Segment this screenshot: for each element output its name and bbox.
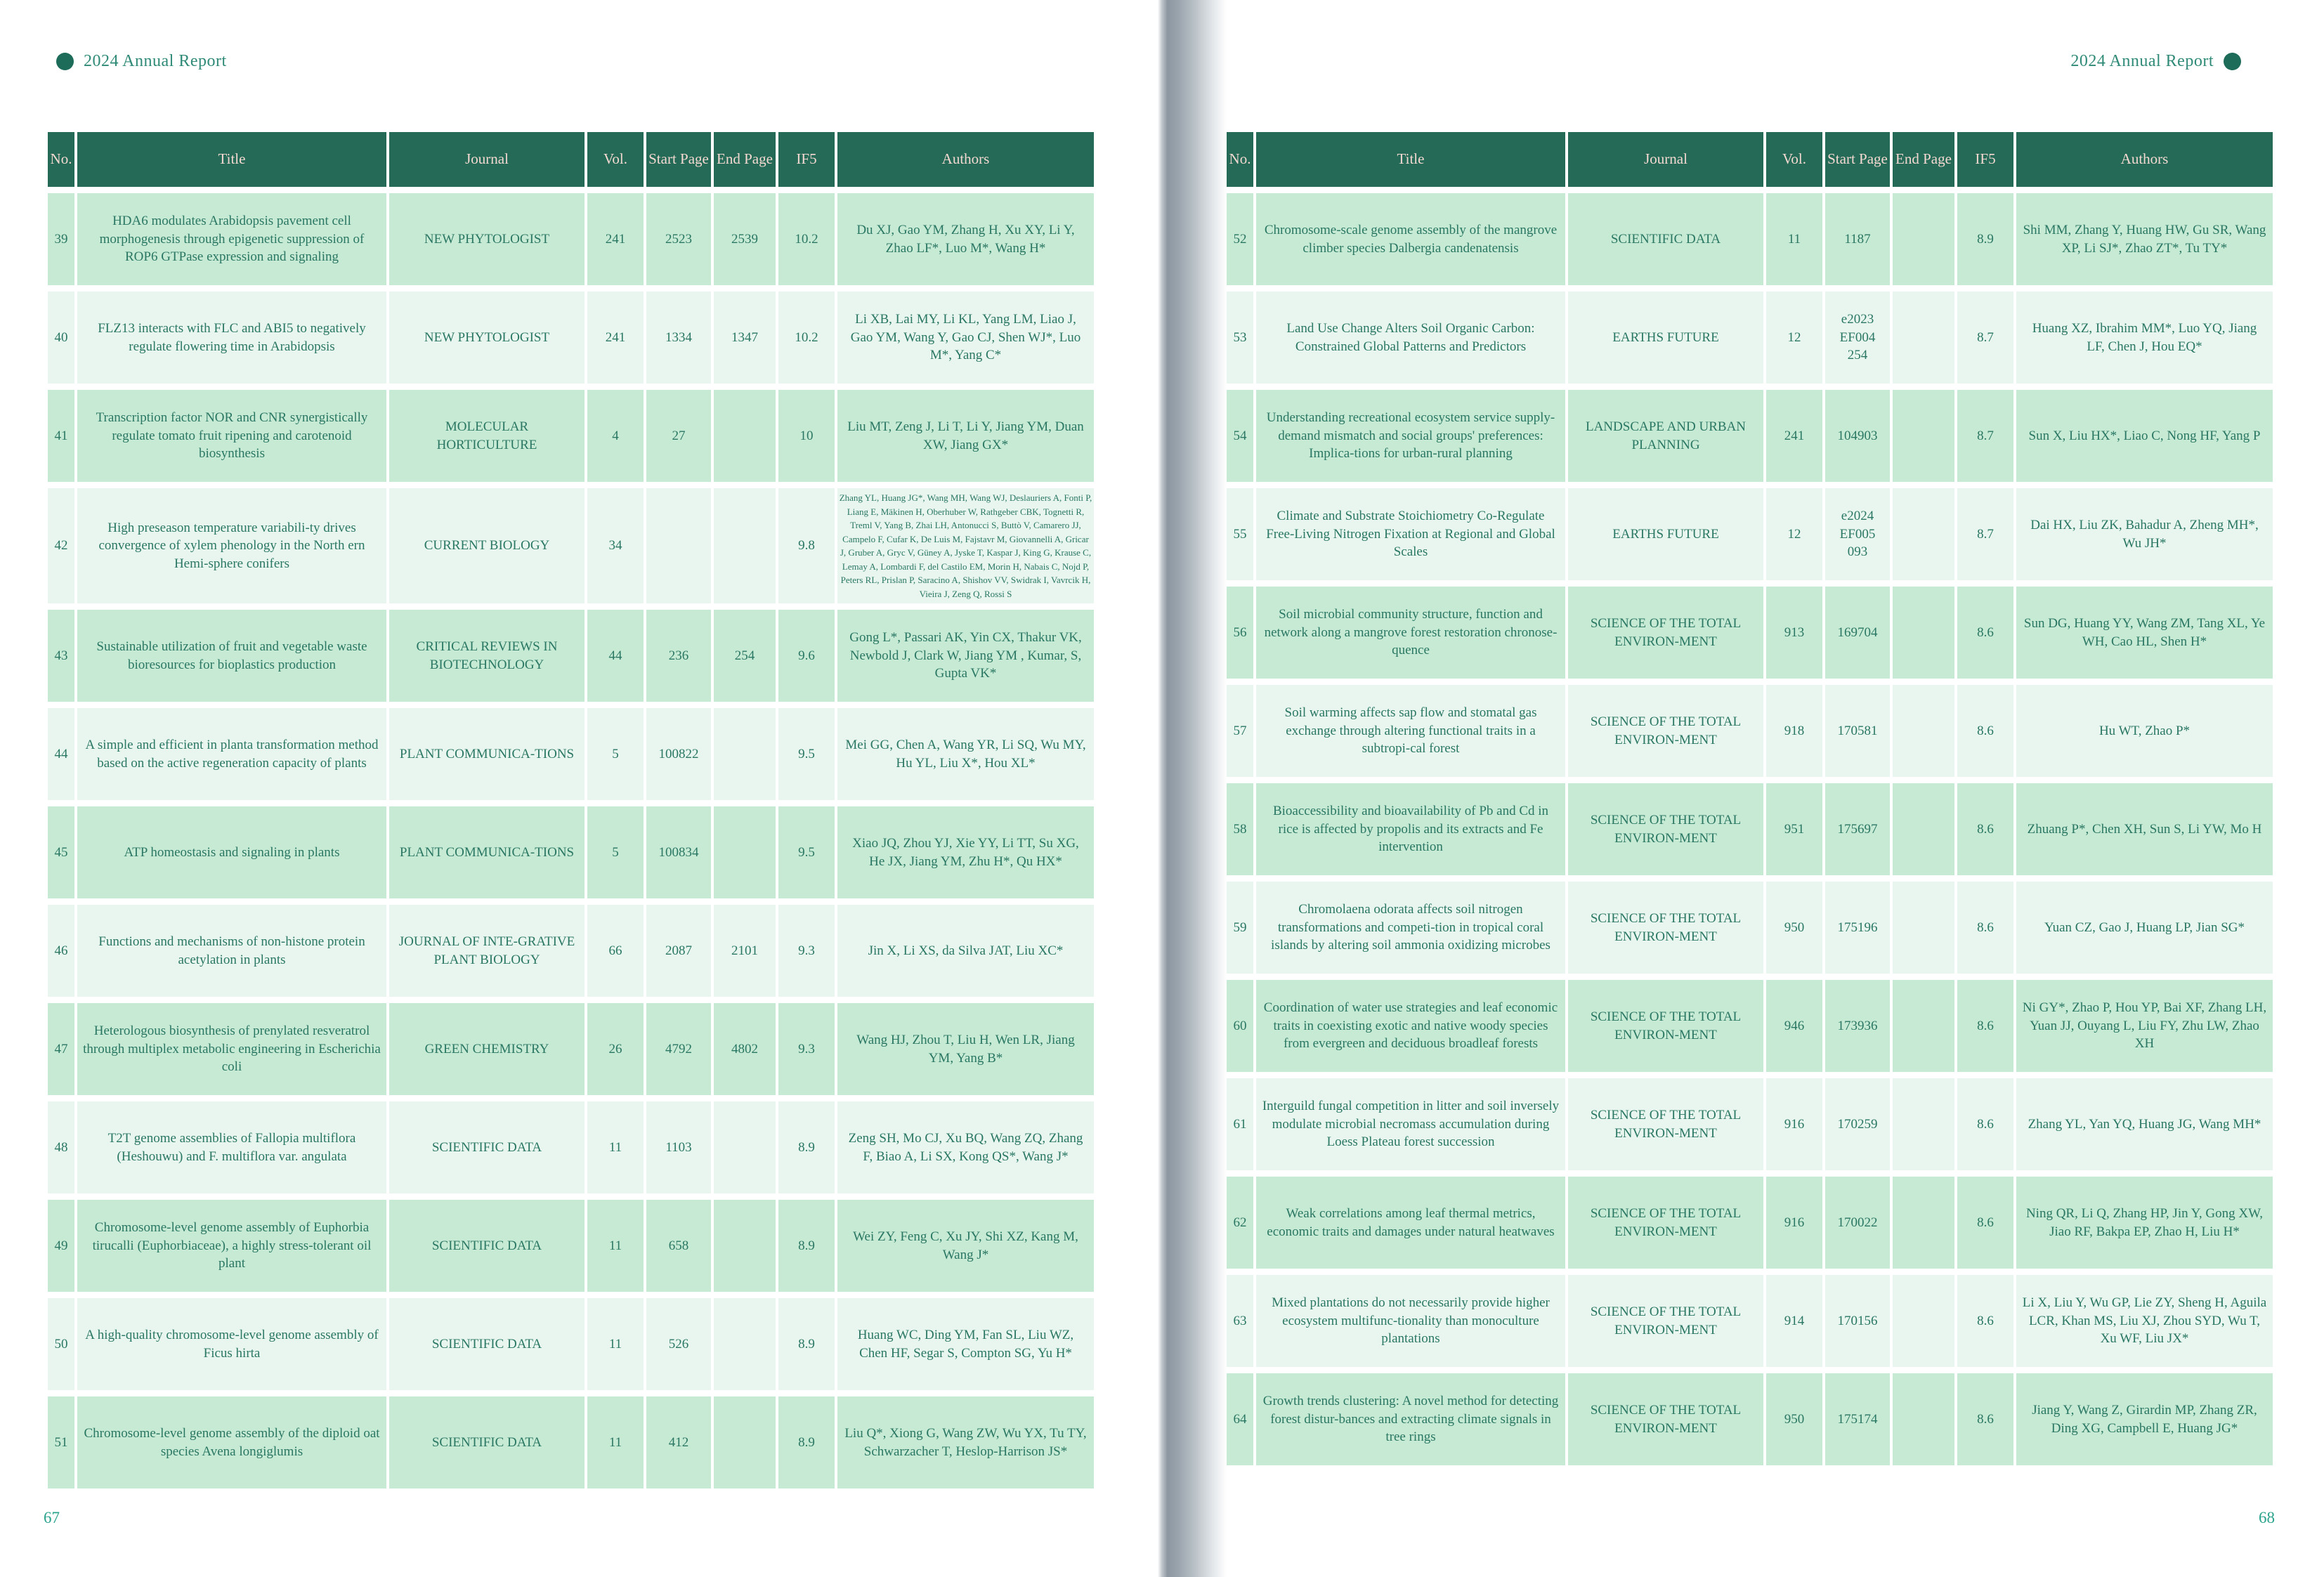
- cell-end-page: [714, 1200, 776, 1292]
- cell-title: Weak correlations among leaf thermal metrics, economic traits and damages under natural heatwaves: [1256, 1177, 1565, 1269]
- cell-journal: SCIENTIFIC DATA: [389, 1101, 585, 1193]
- cell-end-page: [1893, 1177, 1954, 1269]
- cell-if5: 8.7: [1957, 390, 2013, 482]
- cell-authors: Gong L*, Passari AK, Yin CX, Thakur VK, Newbold J, Clark W, Jiang YM , Kumar, S, Gupta VK*: [837, 610, 1094, 702]
- cell-start-page: 170581: [1825, 685, 1890, 777]
- cell-journal: SCIENCE OF THE TOTAL ENVIRON-MENT: [1568, 783, 1763, 875]
- cell-start-page: 104903: [1825, 390, 1890, 482]
- cell-vol: 11: [587, 1298, 644, 1390]
- report-title: 2024 Annual Report: [84, 52, 227, 70]
- cell-vol: 241: [587, 193, 644, 285]
- cell-journal: CURRENT BIOLOGY: [389, 488, 585, 603]
- cell-if5: 8.6: [1957, 783, 2013, 875]
- table-row: [48, 1298, 1094, 1390]
- cell-end-page: 254: [714, 610, 776, 702]
- cell-authors: Shi MM, Zhang Y, Huang HW, Gu SR, Wang XP, Li SJ*, Zhao ZT*, Tu TY*: [2016, 193, 2273, 285]
- cell-vol: 946: [1766, 980, 1822, 1072]
- column-header-vol: Vol.: [1766, 132, 1822, 187]
- cell-authors: Li XB, Lai MY, Li KL, Yang LM, Liao J, Gao YM, Wang Y, Gao CJ, Shen WJ*, Luo M*, Yang C*: [837, 292, 1094, 384]
- cell-vol: 241: [587, 292, 644, 384]
- column-header-no: No.: [48, 132, 74, 187]
- cell-journal: NEW PHYTOLOGIST: [389, 193, 585, 285]
- header-dot-icon: [2224, 53, 2241, 70]
- column-header-authors: Authors: [2016, 132, 2273, 187]
- cell-vol: 12: [1766, 292, 1822, 384]
- cell-start-page: 236: [646, 610, 711, 702]
- table-row: [1227, 882, 2273, 974]
- cell-end-page: 2101: [714, 905, 776, 997]
- table-row: [1227, 980, 2273, 1072]
- table-row: [48, 905, 1094, 997]
- cell-journal: SCIENCE OF THE TOTAL ENVIRON-MENT: [1568, 1275, 1763, 1367]
- cell-journal: CRITICAL REVIEWS IN BIOTECHNOLOGY: [389, 610, 585, 702]
- cell-title: Soil microbial community structure, function and network along a mangrove forest restoration chronose-quence: [1256, 587, 1565, 679]
- cell-journal: SCIENTIFIC DATA: [1568, 193, 1763, 285]
- cell-vol: 4: [587, 390, 644, 482]
- page-spine-shadow: [1158, 0, 1227, 1577]
- cell-start-page: 2087: [646, 905, 711, 997]
- cell-title: Functions and mechanisms of non-histone protein acetylation in plants: [77, 905, 386, 997]
- column-header-if5: IF5: [778, 132, 835, 187]
- cell-authors: Sun DG, Huang YY, Wang ZM, Tang XL, Ye WH, Cao HL, Shen H*: [2016, 587, 2273, 679]
- table-row: [1227, 1373, 2273, 1465]
- cell-end-page: 2539: [714, 193, 776, 285]
- cell-start-page: 170259: [1825, 1078, 1890, 1170]
- cell-end-page: [1893, 1373, 1954, 1465]
- cell-no: 48: [48, 1101, 74, 1193]
- cell-no: 61: [1227, 1078, 1253, 1170]
- cell-vol: 11: [587, 1101, 644, 1193]
- cell-if5: 8.7: [1957, 292, 2013, 384]
- left-page-header: [56, 52, 227, 71]
- table-row: [48, 488, 1094, 603]
- cell-authors: Xiao JQ, Zhou YJ, Xie YY, Li TT, Su XG, He JX, Jiang YM, Zhu H*, Qu HX*: [837, 806, 1094, 898]
- cell-authors: Sun X, Liu HX*, Liao C, Nong HF, Yang P: [2016, 390, 2273, 482]
- cell-vol: 11: [587, 1396, 644, 1488]
- cell-vol: 5: [587, 806, 644, 898]
- cell-start-page: 173936: [1825, 980, 1890, 1072]
- cell-no: 43: [48, 610, 74, 702]
- cell-authors: Hu WT, Zhao P*: [2016, 685, 2273, 777]
- column-header-end_page: End Page: [714, 132, 776, 187]
- cell-no: 58: [1227, 783, 1253, 875]
- cell-journal: SCIENCE OF THE TOTAL ENVIRON-MENT: [1568, 1373, 1763, 1465]
- cell-journal: SCIENTIFIC DATA: [389, 1200, 585, 1292]
- cell-no: 53: [1227, 292, 1253, 384]
- table-row: [48, 1101, 1094, 1193]
- column-header-title: Title: [77, 132, 386, 187]
- cell-no: 49: [48, 1200, 74, 1292]
- cell-vol: 918: [1766, 685, 1822, 777]
- cell-vol: 950: [1766, 1373, 1822, 1465]
- table-row: [48, 708, 1094, 800]
- cell-journal: PLANT COMMUNICA-TIONS: [389, 806, 585, 898]
- cell-title: Chromosome-level genome assembly of the diploid oat species Avena longiglumis: [77, 1396, 386, 1488]
- cell-vol: 913: [1766, 587, 1822, 679]
- publications-table: [45, 126, 1097, 1495]
- column-header-journal: Journal: [1568, 132, 1763, 187]
- cell-journal: EARTHS FUTURE: [1568, 292, 1763, 384]
- cell-journal: SCIENCE OF THE TOTAL ENVIRON-MENT: [1568, 587, 1763, 679]
- cell-journal: SCIENCE OF THE TOTAL ENVIRON-MENT: [1568, 980, 1763, 1072]
- table-row: [48, 610, 1094, 702]
- cell-if5: 8.6: [1957, 882, 2013, 974]
- cell-if5: 8.7: [1957, 488, 2013, 580]
- cell-end-page: [1893, 882, 1954, 974]
- cell-start-page: 412: [646, 1396, 711, 1488]
- publications-table: [1224, 126, 2276, 1472]
- right-page-header: [2070, 52, 2241, 71]
- cell-no: 50: [48, 1298, 74, 1390]
- cell-title: Heterologous biosynthesis of prenylated resveratrol through multiplex metabolic engineering in Escherichia coli: [77, 1003, 386, 1095]
- cell-start-page: 658: [646, 1200, 711, 1292]
- table-row: [1227, 587, 2273, 679]
- column-header-end_page: End Page: [1893, 132, 1954, 187]
- cell-title: Understanding recreational ecosystem service supply-demand mismatch and social groups' preferences: Implica-tions for urban-rural planning: [1256, 390, 1565, 482]
- cell-authors: Zhang YL, Huang JG*, Wang MH, Wang WJ, Deslauriers A, Fonti P, Liang E, Mäkinen H, Oberhuber W, Rathgeber CBK, Tognetti R, Treml V, Yang B, Zhai LH, Antonucci S, Buttò V, Camarero JJ, Campelo F, Cufar K, De Luis M, Fajstavr M, Giovannelli A, Gricar J, Gruber A, Gryc V, Güney A, Jyske T, Kaspar J, King G, Krause C, Lemay A, Lombardi F, del Castilo EM, Morin H, Nabais C, Nojd P, Peters RL, Prislan P, Saracino A, Shishov VV, Swidrak I, Vavrcik H, Vieira J, Zeng Q, Rossi S: [837, 488, 1094, 603]
- cell-journal: GREEN CHEMISTRY: [389, 1003, 585, 1095]
- cell-authors: Yuan CZ, Gao J, Huang LP, Jian SG*: [2016, 882, 2273, 974]
- publications-table-right: [1224, 126, 2276, 1472]
- table-row: [1227, 488, 2273, 580]
- cell-start-page: 175196: [1825, 882, 1890, 974]
- cell-end-page: [714, 1298, 776, 1390]
- cell-no: 55: [1227, 488, 1253, 580]
- cell-end-page: [714, 488, 776, 603]
- cell-start-page: e2024 EF005 093: [1825, 488, 1890, 580]
- column-header-start_page: Start Page: [646, 132, 711, 187]
- cell-title: Growth trends clustering: A novel method for detecting forest distur-bances and extracting climate signals in tree rings: [1256, 1373, 1565, 1465]
- cell-end-page: [1893, 587, 1954, 679]
- cell-end-page: [1893, 390, 1954, 482]
- cell-journal: EARTHS FUTURE: [1568, 488, 1763, 580]
- column-header-authors: Authors: [837, 132, 1094, 187]
- cell-title: HDA6 modulates Arabidopsis pavement cell morphogenesis through epigenetic suppression of ROP6 GTPase expression and signaling: [77, 193, 386, 285]
- cell-end-page: [1893, 193, 1954, 285]
- cell-if5: 8.6: [1957, 1078, 2013, 1170]
- cell-no: 40: [48, 292, 74, 384]
- cell-end-page: [714, 806, 776, 898]
- cell-title: ATP homeostasis and signaling in plants: [77, 806, 386, 898]
- cell-no: 54: [1227, 390, 1253, 482]
- header-dot-icon: [56, 53, 74, 70]
- cell-no: 64: [1227, 1373, 1253, 1465]
- cell-if5: 10.2: [778, 292, 835, 384]
- cell-vol: 916: [1766, 1078, 1822, 1170]
- cell-end-page: [1893, 980, 1954, 1072]
- cell-authors: Mei GG, Chen A, Wang YR, Li SQ, Wu MY, Hu YL, Liu X*, Hou XL*: [837, 708, 1094, 800]
- cell-no: 59: [1227, 882, 1253, 974]
- cell-if5: 8.6: [1957, 980, 2013, 1072]
- cell-journal: SCIENCE OF THE TOTAL ENVIRON-MENT: [1568, 1078, 1763, 1170]
- cell-end-page: [1893, 292, 1954, 384]
- cell-journal: SCIENCE OF THE TOTAL ENVIRON-MENT: [1568, 1177, 1763, 1269]
- cell-start-page: 100834: [646, 806, 711, 898]
- table-row: [48, 390, 1094, 482]
- page-number-right: 68: [2259, 1509, 2275, 1526]
- cell-vol: 11: [587, 1200, 644, 1292]
- cell-end-page: [1893, 488, 1954, 580]
- cell-no: 42: [48, 488, 74, 603]
- cell-title: Climate and Substrate Stoichiometry Co-Regulate Free-Living Nitrogen Fixation at Regional and Global Scales: [1256, 488, 1565, 580]
- cell-end-page: [1893, 1275, 1954, 1367]
- cell-title: T2T genome assemblies of Fallopia multiflora (Heshouwu) and F. multiflora var. angulata: [77, 1101, 386, 1193]
- cell-start-page: e2023 EF004 254: [1825, 292, 1890, 384]
- table-row: [48, 806, 1094, 898]
- cell-vol: 66: [587, 905, 644, 997]
- cell-end-page: [714, 390, 776, 482]
- cell-no: 41: [48, 390, 74, 482]
- table-row: [48, 292, 1094, 384]
- cell-vol: 44: [587, 610, 644, 702]
- publications-table-left: [45, 126, 1097, 1495]
- cell-if5: 8.9: [778, 1101, 835, 1193]
- cell-start-page: 170156: [1825, 1275, 1890, 1367]
- cell-if5: 9.3: [778, 1003, 835, 1095]
- cell-journal: LANDSCAPE AND URBAN PLANNING: [1568, 390, 1763, 482]
- table-row: [48, 1003, 1094, 1095]
- cell-start-page: 27: [646, 390, 711, 482]
- cell-authors: Wei ZY, Feng C, Xu JY, Shi XZ, Kang M, Wang J*: [837, 1200, 1094, 1292]
- cell-start-page: 1103: [646, 1101, 711, 1193]
- cell-journal: SCIENTIFIC DATA: [389, 1298, 585, 1390]
- cell-vol: 241: [1766, 390, 1822, 482]
- table-row: [1227, 685, 2273, 777]
- cell-no: 62: [1227, 1177, 1253, 1269]
- cell-no: 51: [48, 1396, 74, 1488]
- cell-no: 56: [1227, 587, 1253, 679]
- cell-start-page: 526: [646, 1298, 711, 1390]
- cell-no: 60: [1227, 980, 1253, 1072]
- page-number-left: 67: [44, 1509, 60, 1526]
- cell-start-page: 169704: [1825, 587, 1890, 679]
- column-header-no: No.: [1227, 132, 1253, 187]
- cell-authors: Zhang YL, Yan YQ, Huang JG, Wang MH*: [2016, 1078, 2273, 1170]
- cell-start-page: 4792: [646, 1003, 711, 1095]
- cell-if5: 8.6: [1957, 1275, 2013, 1367]
- cell-start-page: 170022: [1825, 1177, 1890, 1269]
- table-header-row: [48, 132, 1094, 187]
- cell-title: Land Use Change Alters Soil Organic Carbon: Constrained Global Patterns and Predictors: [1256, 292, 1565, 384]
- cell-authors: Huang XZ, Ibrahim MM*, Luo YQ, Jiang LF, Chen J, Hou EQ*: [2016, 292, 2273, 384]
- cell-if5: 8.6: [1957, 1177, 2013, 1269]
- cell-if5: 9.8: [778, 488, 835, 603]
- cell-title: A simple and efficient in planta transformation method based on the active regeneration capacity of plants: [77, 708, 386, 800]
- cell-journal: NEW PHYTOLOGIST: [389, 292, 585, 384]
- cell-start-page: 1187: [1825, 193, 1890, 285]
- cell-authors: Jin X, Li XS, da Silva JAT, Liu XC*: [837, 905, 1094, 997]
- cell-vol: 34: [587, 488, 644, 603]
- cell-no: 45: [48, 806, 74, 898]
- cell-journal: PLANT COMMUNICA-TIONS: [389, 708, 585, 800]
- cell-end-page: [714, 1396, 776, 1488]
- cell-title: Chromolaena odorata affects soil nitrogen transformations and competi-tion in tropical coral islands by altering soil ammonia oxidizing microbes: [1256, 882, 1565, 974]
- cell-title: Mixed plantations do not necessarily provide higher ecosystem multifunc-tionality than monoculture plantations: [1256, 1275, 1565, 1367]
- column-header-vol: Vol.: [587, 132, 644, 187]
- cell-title: Coordination of water use strategies and leaf economic traits in coexisting exotic and native woody species from evergreen and deciduous broadleaf forests: [1256, 980, 1565, 1072]
- table-row: [1227, 390, 2273, 482]
- column-header-title: Title: [1256, 132, 1565, 187]
- cell-if5: 8.6: [1957, 587, 2013, 679]
- cell-journal: SCIENTIFIC DATA: [389, 1396, 585, 1488]
- column-header-start_page: Start Page: [1825, 132, 1890, 187]
- table-row: [48, 193, 1094, 285]
- cell-authors: Ni GY*, Zhao P, Hou YP, Bai XF, Zhang LH, Yuan JJ, Ouyang L, Liu FY, Zhu LW, Zhao XH: [2016, 980, 2273, 1072]
- report-title: 2024 Annual Report: [2070, 52, 2214, 70]
- cell-end-page: [714, 708, 776, 800]
- cell-start-page: 2523: [646, 193, 711, 285]
- cell-title: A high-quality chromosome-level genome assembly of Ficus hirta: [77, 1298, 386, 1390]
- table-row: [1227, 1177, 2273, 1269]
- cell-title: Transcription factor NOR and CNR synergistically regulate tomato fruit ripening and carotenoid biosynthesis: [77, 390, 386, 482]
- cell-title: Sustainable utilization of fruit and vegetable waste bioresources for bioplastics production: [77, 610, 386, 702]
- cell-title: Soil warming affects sap flow and stomatal gas exchange through altering functional traits in a subtropi-cal forest: [1256, 685, 1565, 777]
- cell-journal: MOLECULAR HORTICULTURE: [389, 390, 585, 482]
- cell-no: 57: [1227, 685, 1253, 777]
- cell-title: FLZ13 interacts with FLC and ABI5 to negatively regulate flowering time in Arabidopsis: [77, 292, 386, 384]
- cell-if5: 9.6: [778, 610, 835, 702]
- cell-title: High preseason temperature variabili-ty drives convergence of xylem phenology in the North ern Hemi-sphere conifers: [77, 488, 386, 603]
- cell-authors: Zeng SH, Mo CJ, Xu BQ, Wang ZQ, Zhang F, Biao A, Li SX, Kong QS*, Wang J*: [837, 1101, 1094, 1193]
- cell-start-page: 175174: [1825, 1373, 1890, 1465]
- cell-vol: 950: [1766, 882, 1822, 974]
- table-row: [1227, 292, 2273, 384]
- cell-end-page: 4802: [714, 1003, 776, 1095]
- cell-authors: Jiang Y, Wang Z, Girardin MP, Zhang ZR, Ding XG, Campbell E, Huang JG*: [2016, 1373, 2273, 1465]
- cell-no: 47: [48, 1003, 74, 1095]
- cell-if5: 10: [778, 390, 835, 482]
- cell-vol: 5: [587, 708, 644, 800]
- cell-if5: 8.9: [778, 1298, 835, 1390]
- cell-authors: Li X, Liu Y, Wu GP, Lie ZY, Sheng H, Aguila LCR, Khan MS, Liu XJ, Zhou SYD, Wu T, Xu WF, Liu JX*: [2016, 1275, 2273, 1367]
- cell-vol: 11: [1766, 193, 1822, 285]
- cell-start-page: [646, 488, 711, 603]
- cell-no: 44: [48, 708, 74, 800]
- cell-title: Interguild fungal competition in litter and soil inversely modulate microbial necromass accumulation during Loess Plateau forest succession: [1256, 1078, 1565, 1170]
- cell-no: 63: [1227, 1275, 1253, 1367]
- cell-if5: 8.6: [1957, 1373, 2013, 1465]
- cell-title: Chromosome-level genome assembly of Euphorbia tirucalli (Euphorbiaceae), a highly stress-tolerant oil plant: [77, 1200, 386, 1292]
- cell-vol: 12: [1766, 488, 1822, 580]
- cell-end-page: [714, 1101, 776, 1193]
- cell-if5: 9.5: [778, 708, 835, 800]
- cell-vol: 914: [1766, 1275, 1822, 1367]
- cell-end-page: [1893, 685, 1954, 777]
- cell-journal: SCIENCE OF THE TOTAL ENVIRON-MENT: [1568, 685, 1763, 777]
- cell-start-page: 100822: [646, 708, 711, 800]
- table-header-row: [1227, 132, 2273, 187]
- cell-if5: 8.9: [1957, 193, 2013, 285]
- cell-journal: JOURNAL OF INTE-GRATIVE PLANT BIOLOGY: [389, 905, 585, 997]
- cell-no: 39: [48, 193, 74, 285]
- cell-if5: 8.9: [778, 1396, 835, 1488]
- cell-no: 52: [1227, 193, 1253, 285]
- table-row: [48, 1396, 1094, 1488]
- cell-if5: 10.2: [778, 193, 835, 285]
- cell-if5: 8.6: [1957, 685, 2013, 777]
- table-row: [1227, 1078, 2273, 1170]
- cell-if5: 8.9: [778, 1200, 835, 1292]
- table-row: [1227, 193, 2273, 285]
- cell-authors: Du XJ, Gao YM, Zhang H, Xu XY, Li Y, Zhao LF*, Luo M*, Wang H*: [837, 193, 1094, 285]
- cell-authors: Ning QR, Li Q, Zhang HP, Jin Y, Gong XW, Jiao RF, Bakpa EP, Zhao H, Liu H*: [2016, 1177, 2273, 1269]
- cell-if5: 9.3: [778, 905, 835, 997]
- cell-authors: Liu Q*, Xiong G, Wang ZW, Wu YX, Tu TY, Schwarzacher T, Heslop-Harrison JS*: [837, 1396, 1094, 1488]
- cell-authors: Zhuang P*, Chen XH, Sun S, Li YW, Mo H: [2016, 783, 2273, 875]
- table-row: [1227, 783, 2273, 875]
- cell-vol: 916: [1766, 1177, 1822, 1269]
- cell-authors: Wang HJ, Zhou T, Liu H, Wen LR, Jiang YM, Yang B*: [837, 1003, 1094, 1095]
- cell-start-page: 1334: [646, 292, 711, 384]
- cell-authors: Huang WC, Ding YM, Fan SL, Liu WZ, Chen HF, Segar S, Compton SG, Yu H*: [837, 1298, 1094, 1390]
- column-header-if5: IF5: [1957, 132, 2013, 187]
- cell-end-page: 1347: [714, 292, 776, 384]
- column-header-journal: Journal: [389, 132, 585, 187]
- cell-journal: SCIENCE OF THE TOTAL ENVIRON-MENT: [1568, 882, 1763, 974]
- cell-start-page: 175697: [1825, 783, 1890, 875]
- cell-vol: 26: [587, 1003, 644, 1095]
- cell-authors: Liu MT, Zeng J, Li T, Li Y, Jiang YM, Duan XW, Jiang GX*: [837, 390, 1094, 482]
- table-row: [48, 1200, 1094, 1292]
- cell-end-page: [1893, 1078, 1954, 1170]
- table-row: [1227, 1275, 2273, 1367]
- cell-end-page: [1893, 783, 1954, 875]
- cell-if5: 9.5: [778, 806, 835, 898]
- cell-authors: Dai HX, Liu ZK, Bahadur A, Zheng MH*, Wu JH*: [2016, 488, 2273, 580]
- cell-no: 46: [48, 905, 74, 997]
- cell-vol: 951: [1766, 783, 1822, 875]
- cell-title: Bioaccessibility and bioavailability of Pb and Cd in rice is affected by propolis and its extracts and Fe intervention: [1256, 783, 1565, 875]
- cell-title: Chromosome-scale genome assembly of the mangrove climber species Dalbergia candenatensis: [1256, 193, 1565, 285]
